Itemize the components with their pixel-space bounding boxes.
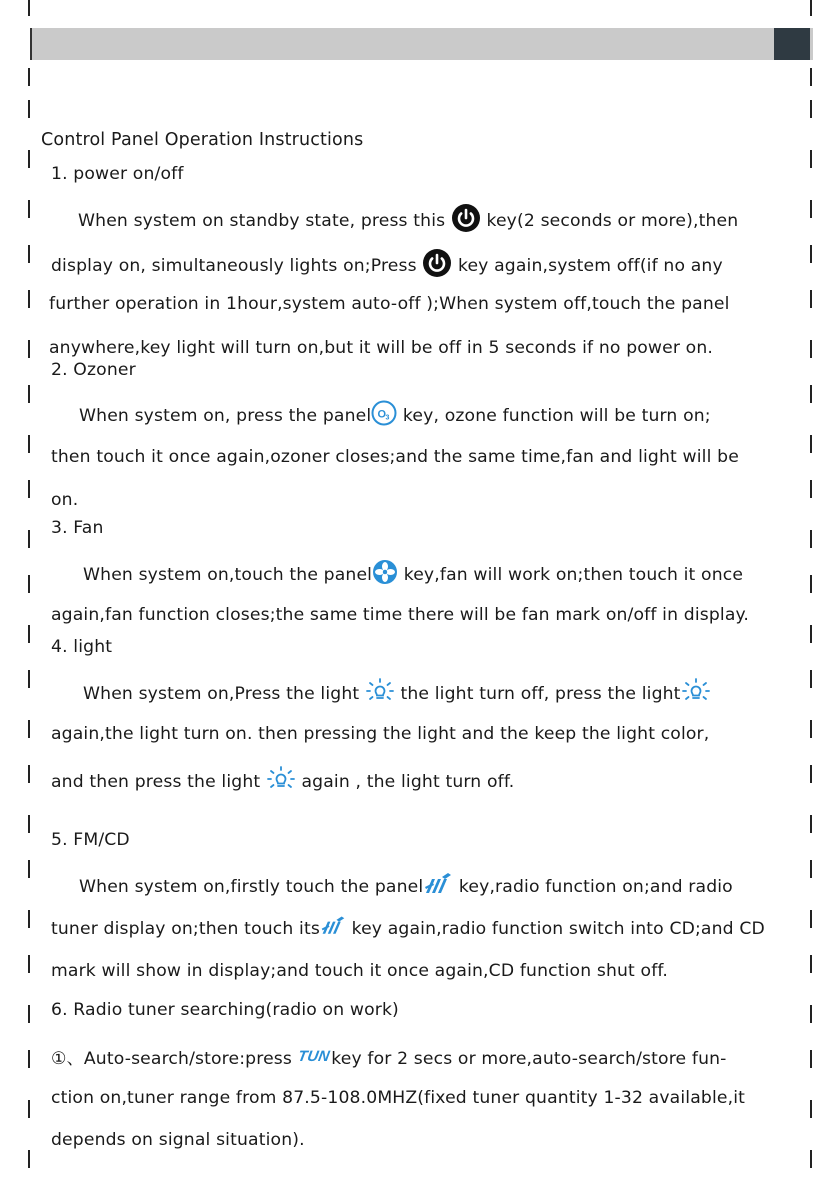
section-heading-power: 1. power on/off bbox=[51, 164, 184, 184]
fmcd-line-2 bbox=[51, 917, 765, 941]
section-heading-radio-tuner: 6. Radio tuner searching(radio on work) bbox=[51, 1000, 399, 1020]
text-span: key for 2 secs or more,auto-search/store fun- bbox=[325, 1049, 727, 1069]
text-span: When system on,Press the light bbox=[83, 684, 365, 704]
power-line-2 bbox=[51, 251, 723, 281]
text-span: again , the light turn off. bbox=[295, 772, 515, 792]
section-heading-fmcd: 5. FM/CD bbox=[51, 830, 130, 850]
section-heading-fan: 3. Fan bbox=[51, 518, 104, 538]
text-span: When system on, press the panel bbox=[79, 406, 372, 426]
text-span: When system on,touch the panel bbox=[83, 565, 373, 585]
light-line-3 bbox=[51, 768, 514, 796]
light-icon bbox=[681, 677, 711, 705]
power-line-1 bbox=[78, 206, 738, 236]
svg-text:O: O bbox=[377, 408, 387, 421]
fmcd-line-1 bbox=[79, 874, 733, 900]
light-icon bbox=[365, 677, 395, 705]
fmcd-line-3: mark will show in display;and touch it once again,CD function shut off. bbox=[51, 961, 668, 981]
text-span: key again,system off(if no any bbox=[452, 256, 723, 276]
light-line-1 bbox=[83, 680, 711, 708]
fan-line-1 bbox=[83, 562, 743, 588]
text-span: the light turn off, press the light bbox=[394, 684, 681, 704]
text-span: key,radio function on;and radio bbox=[453, 877, 733, 897]
tun-label: TUN bbox=[296, 1048, 331, 1065]
power-line-4: anywhere,key light will turn on,but it will be off in 5 seconds if no power on. bbox=[49, 338, 714, 358]
fan-icon bbox=[372, 559, 398, 585]
ozoner-line-1 bbox=[79, 403, 711, 429]
radio-tuner-line-2: ction on,tuner range from 87.5-108.0MHZ(fixed tuner quantity 1-32 available,it bbox=[51, 1088, 746, 1108]
ozone-icon bbox=[371, 400, 397, 426]
text-span: and then press the light bbox=[51, 772, 266, 792]
text-span: key, ozone function will be turn on; bbox=[397, 406, 711, 426]
radio-tuner-line-3: depends on signal situation). bbox=[51, 1130, 305, 1150]
ozoner-line-3: on. bbox=[51, 490, 79, 510]
text-span: ①、Auto-search/store:press bbox=[51, 1049, 298, 1069]
text-span: key again,radio function switch into CD;and CD bbox=[345, 919, 765, 939]
radio-icon bbox=[423, 871, 453, 897]
header-bar bbox=[30, 28, 813, 60]
light-icon bbox=[266, 765, 296, 793]
power-icon bbox=[422, 248, 452, 278]
text-span: key,fan will work on;then touch it once bbox=[398, 565, 744, 585]
page-title: Control Panel Operation Instructions bbox=[41, 130, 364, 150]
fan-line-2: again,fan function closes;the same time there will be fan mark on/off in display. bbox=[51, 605, 749, 625]
text-span: key(2 seconds or more),then bbox=[480, 211, 739, 231]
radio-icon bbox=[320, 914, 346, 938]
section-heading-ozoner: 2. Ozoner bbox=[51, 360, 136, 380]
header-corner-block bbox=[774, 28, 810, 60]
tun-icon bbox=[296, 1047, 331, 1067]
text-span: When system on,firstly touch the panel bbox=[79, 877, 424, 897]
ozoner-line-2: then touch it once again,ozoner closes;and the same time,fan and light will be bbox=[51, 447, 739, 467]
radio-tuner-line-1 bbox=[51, 1044, 727, 1069]
text-span: display on, simultaneously lights on;Press bbox=[51, 256, 423, 276]
text-span: tuner display on;then touch its bbox=[51, 919, 320, 939]
power-line-3: further operation in 1hour,system auto-off );When system off,touch the panel bbox=[49, 294, 730, 314]
text-span: When system on standby state, press this bbox=[78, 211, 451, 231]
svg-text:3: 3 bbox=[385, 414, 390, 422]
light-line-2: again,the light turn on. then pressing the light and the keep the light color, bbox=[51, 724, 710, 744]
section-heading-light: 4. light bbox=[51, 637, 113, 657]
power-icon bbox=[451, 203, 481, 233]
